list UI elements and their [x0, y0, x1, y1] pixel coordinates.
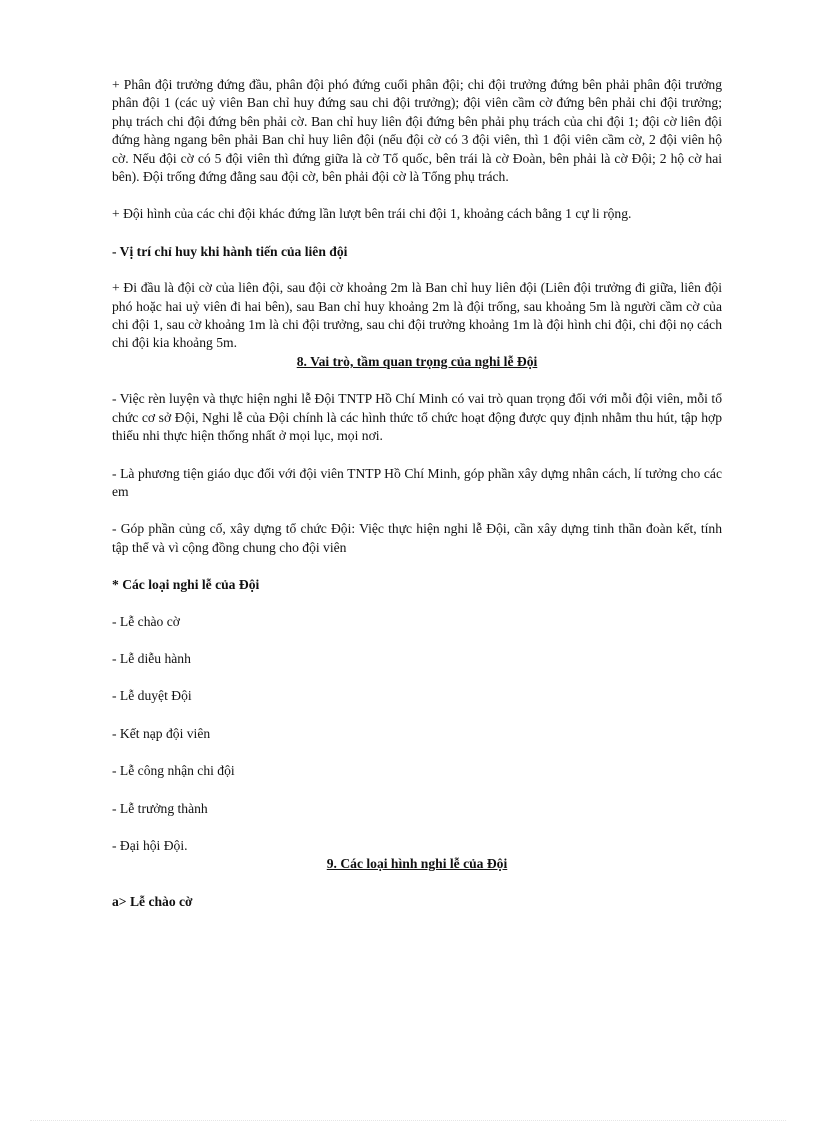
- list-item: - Lễ duyệt Đội: [112, 688, 192, 704]
- list-item: - Lễ chào cờ: [112, 613, 180, 629]
- section-heading-9: 9. Các loại hình nghi lễ của Đội: [326, 856, 508, 872]
- subheading-flag-salute: a> Lễ chào cờ: [112, 893, 193, 909]
- paragraph-formation-positions: + Phân đội trưởng đứng đầu, phân đội phó đứng cuối phân đội; chi đội trưởng đứng bên phải phân đội trưởng phân đội 1 (các uỷ viên Ban chỉ huy đứng sau chi đội trưởng); đội viên cầm cờ đứng bên phải chi đội trưởng; phụ trách chi đội đứng bên phải cờ. Ban chỉ huy liên đội đứng bên phải phụ trách của chi đội 1; đội cờ liên đội đứng hàng ngang bên phải Ban chỉ huy liên đội (nếu đội cờ có 3 đội viên, thì 1 đội viên cầm cờ, 2 đội viên hộ cờ. Nếu đội cờ có 5 đội viên thì đứng giữa là cờ Tổ quốc, bên trái là cờ Đoàn, bên phải là cờ Đội; 2 hộ cờ hai bên). Đội trống đứng đằng sau đội cờ, bên phải đội cờ là Tổng phụ trách.: [112, 77, 722, 185]
- list-item: - Kết nạp đội viên: [112, 725, 211, 741]
- list-item: - Đại hội Đội.: [112, 837, 188, 853]
- ceremony-list: [112, 613, 722, 856]
- subheading-ceremony-types: * Các loại nghi lễ của Đội: [112, 577, 260, 593]
- paragraph-march-order: + Đi đầu là đội cờ của liên đội, sau đội cờ khoảng 2m là Ban chỉ huy liên đội (Liên đội trưởng đi giữa, liên đội phó hoặc hai uỷ viên đi hai bên), sau Ban chỉ huy khoảng 2m là đội trống, sau khoảng 5m là người cầm cờ của chi đội 1, sau cờ khoảng 1m là chi đội trưởng, sau chi đội trưởng khoảng 1m là đội hình chi đội, chi đội nọ cách chi đội kia khoảng 5m.: [112, 280, 722, 351]
- list-item: - Lễ công nhận chi đội: [112, 763, 235, 779]
- paragraph-role-importance: - Việc rèn luyện và thực hiện nghi lễ Đội TNTP Hồ Chí Minh có vai trò quan trọng đối với mỗi đội viên, mỗi tổ chức cơ sở Đội, Nghi lễ của Đội chính là các hình thức tổ chức hoạt động được quy định nhằm thu hút, tập hợp thiếu nhi thực hiện thống nhất ở mọi lục, mọi nơi.: [112, 391, 722, 444]
- document-page: [112, 76, 722, 911]
- page-bottom-divider: [30, 1120, 786, 1121]
- list-item: - Lễ diễu hành: [112, 650, 191, 666]
- subheading-march-command: - Vị trí chỉ huy khi hành tiến của liên đội: [112, 243, 348, 259]
- paragraph-strengthen-organization: - Góp phần củng cố, xây dựng tổ chức Đội: Việc thực hiện nghi lễ Đội, cần xây dựng tinh thần đoàn kết, tính tập thể và vì cộng đồng chung cho đội viên: [112, 521, 722, 555]
- paragraph-education-means: - Là phương tiện giáo dục đối với đội viên TNTP Hồ Chí Minh, góp phần xây dựng nhân cách, lí tưởng cho các em: [112, 465, 722, 499]
- list-item: - Lễ trưởng thành: [112, 800, 208, 816]
- section-heading-8: 8. Vai trò, tầm quan trọng của nghi lễ Đội: [296, 353, 538, 369]
- paragraph-other-squads: + Đội hình của các chi đội khác đứng lần lượt bên trái chi đội 1, khoảng cách bằng 1 cự li rộng.: [112, 206, 632, 222]
